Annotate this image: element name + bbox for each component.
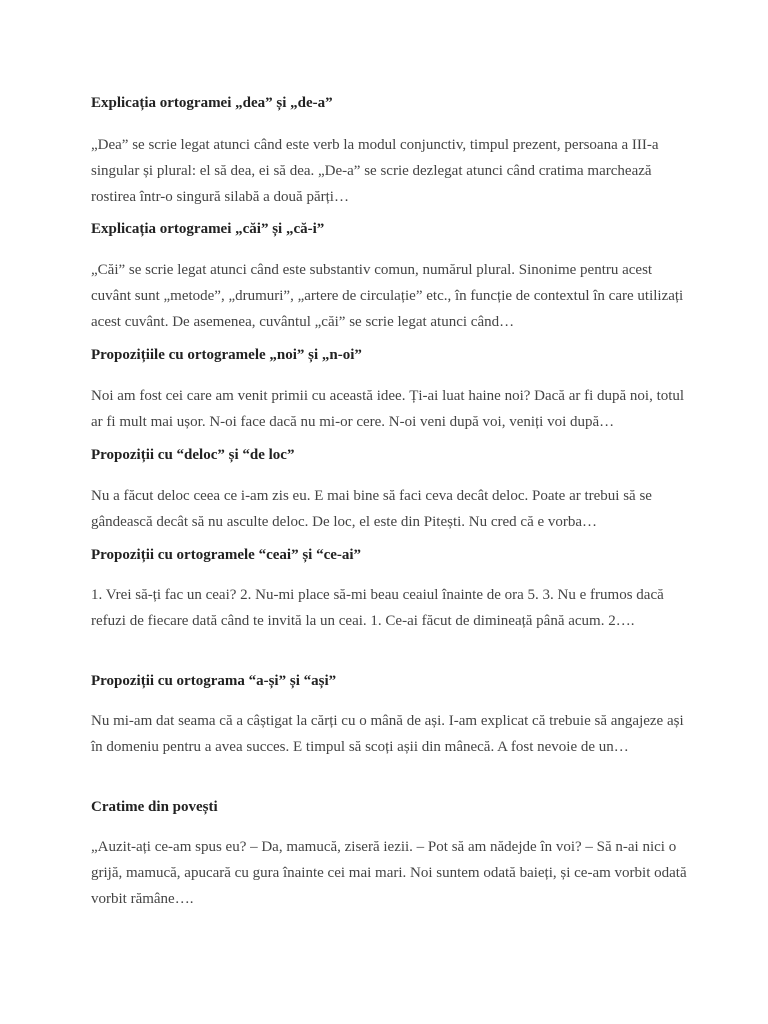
section-heading-cai: Explicația ortogramei „căi” și „că-i” [91,221,325,237]
section-text-noi: Noi am fost cei care am venit primii cu această idee. Ți-ai luat haine noi? Dacă ar fi după noi, totul ar fi mult mai ușor. N-oi face dacă nu mi-or cere. N-oi veni după voi, veniți voi după… [91,388,685,430]
section-heading-cratime: Cratime din povești [91,799,218,815]
section-text-ceai: 1. Vrei să-ți fac un ceai? 2. Nu-mi place să-mi beau ceaiul înainte de ora 5. 3. Nu e frumos dacă refuzi de fiecare dată când te invită la un ceai. 1. Ce-ai făcut de dimineață până acum. 2…. [91,587,664,629]
section-heading-noi: Propozițiile cu ortogramele „noi” și „n-oi” [91,347,362,363]
section-heading-ceai: Propoziții cu ortogramele “ceai” și “ce-ai” [91,547,362,563]
section-text-dea: „Dea” se scrie legat atunci când este verb la modul conjunctiv, timpul prezent, persoana a III-a singular și plural: el să dea, ei să dea. „De-a” se scrie dezlegat atunci când cratima marchează rostirea într-o singură silabă a două părți… [91,137,659,205]
section-heading-deloc: Propoziții cu “deloc” și “de loc” [91,447,295,463]
section-text-cratime: „Auzit-ați ce-am spus eu? – Da, mamucă, ziseră iezii. – Pot să am nădejde în voi? – Să n-ai nici o grijă, mamucă, apucară cu gura înainte cei mai mari. Noi suntem odată baieți, și ce-am vorbit odată vorbit rămâne…. [91,839,687,907]
section-text-asi: Nu mi-am dat seama că a câștigat la cărți cu o mână de ași. I-am explicat că trebuie să angajeze ași în domeniu pentru a avea succes. E timpul să scoți așii din mânecă. A fost nevoie de un… [91,713,684,755]
section-text-cai: „Căi” se scrie legat atunci când este substantiv comun, numărul plural. Sinonime pentru acest cuvânt sunt „metode”, „drumuri”, „artere de circulație” etc., în funcție de contextul în care utilizați acest cuvânt. De asemenea, cuvântul „căi” se scrie legat atunci când… [91,262,684,330]
section-text-deloc: Nu a făcut deloc ceea ce i-am zis eu. E mai bine să faci ceva decât deloc. Poate ar trebui să se gândească decât să nu asculte deloc. De loc, el este din Pitești. Nu cred că e vorba… [91,488,652,530]
section-heading-asi: Propoziții cu ortograma “a-și” și “ași” [91,673,337,689]
section-heading-dea: Explicația ortogramei „dea” și „de-a” [91,95,333,111]
